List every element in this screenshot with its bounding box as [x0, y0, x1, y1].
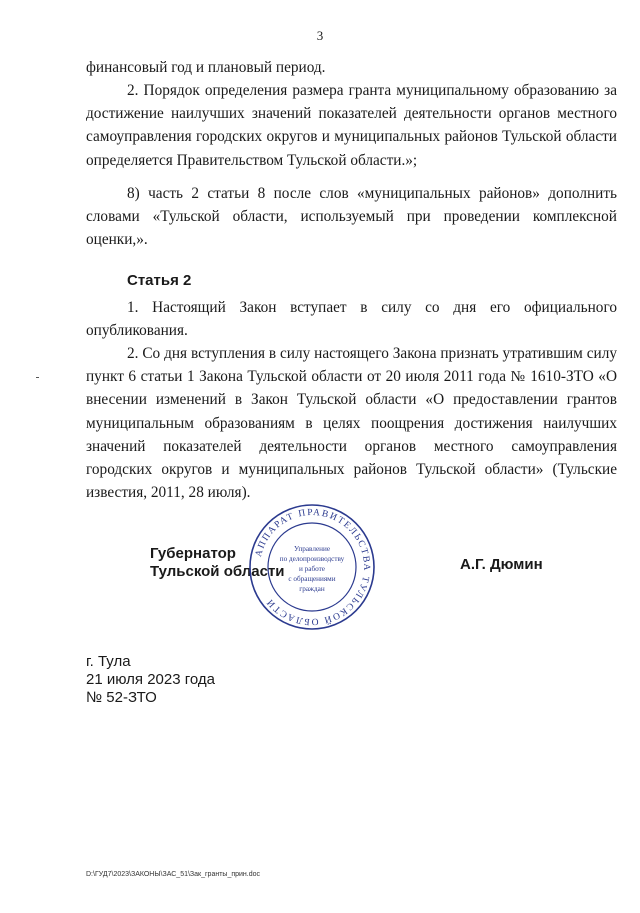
paragraph-continuation-text: финансовый год и плановый период.: [86, 59, 326, 76]
place-date: 21 июля 2023 года: [86, 671, 215, 688]
article-2-point-2: [86, 342, 617, 504]
paragraph-item-2: [86, 79, 617, 172]
place-city: г. Тула: [86, 653, 131, 670]
seal-center-line: Управление: [293, 545, 331, 553]
file-path-footer: D:\ГУД7\2023\ЗАКОНЫ\ЗАС_51\Зак_гранты_прин.doc: [86, 871, 261, 878]
paragraph-item-8-text: 8) часть 2 статьи 8 после слов «муниципальных районов» дополнить словами «Тульской области, используемый при проведении комплексной оценки,».: [86, 185, 617, 249]
seal-center-line: по делопроизводству: [279, 555, 345, 563]
margin-mark: [36, 377, 39, 378]
article-2-point-1-text: 1. Настоящий Закон вступает в силу со дня его официального опубликования.: [86, 299, 617, 340]
paragraph-item-2-text: 2. Порядок определения размера гранта муниципальному образованию за достижение наилучших значений показателей деятельности органов местного самоуправления городских округов и муниципальных районов Тульской области определяется Правительством Тульской области.»;: [86, 82, 617, 169]
seal-center-text: [280, 545, 345, 593]
article-2-point-1: [86, 296, 617, 342]
seal-center-line: и работе: [299, 565, 325, 573]
article-2-point-2-text: 2. Со дня вступления в силу настоящего Закона признать утратившим силу пункт 6 статьи 1 Закона Тульской области от 20 июля 2011 года № 1610-ЗТО «О внесении изменений в Закон Тульской области «О предоставлении грантов муниципальным образованиям в целях поощрения достижения наилучших значений показателей деятельности органов местного самоуправления городских округов и муниципальных районов Тульской области» (Тульские известия, 2011, 28 июля).: [86, 345, 617, 502]
governor-title-line-2: Тульской области: [150, 563, 285, 580]
seal-center-line: с обращениями: [288, 575, 336, 583]
seal-center-line: граждан: [299, 585, 325, 593]
article-2-title: Статья 2: [127, 272, 192, 289]
seal-ring-text: АППАРАТ ПРАВИТЕЛЬСТВА ТУЛЬСКОЙ ОБЛАСТИ: [253, 507, 372, 627]
paragraph-continuation: [86, 56, 617, 79]
law-number: № 52-ЗТО: [86, 689, 157, 706]
official-seal-stamp: [247, 502, 377, 632]
governor-title-line-1: Губернатор: [150, 545, 236, 562]
paragraph-item-8: [86, 182, 617, 252]
page-number: 3: [316, 28, 324, 43]
governor-name: А.Г. Дюмин: [460, 556, 543, 573]
